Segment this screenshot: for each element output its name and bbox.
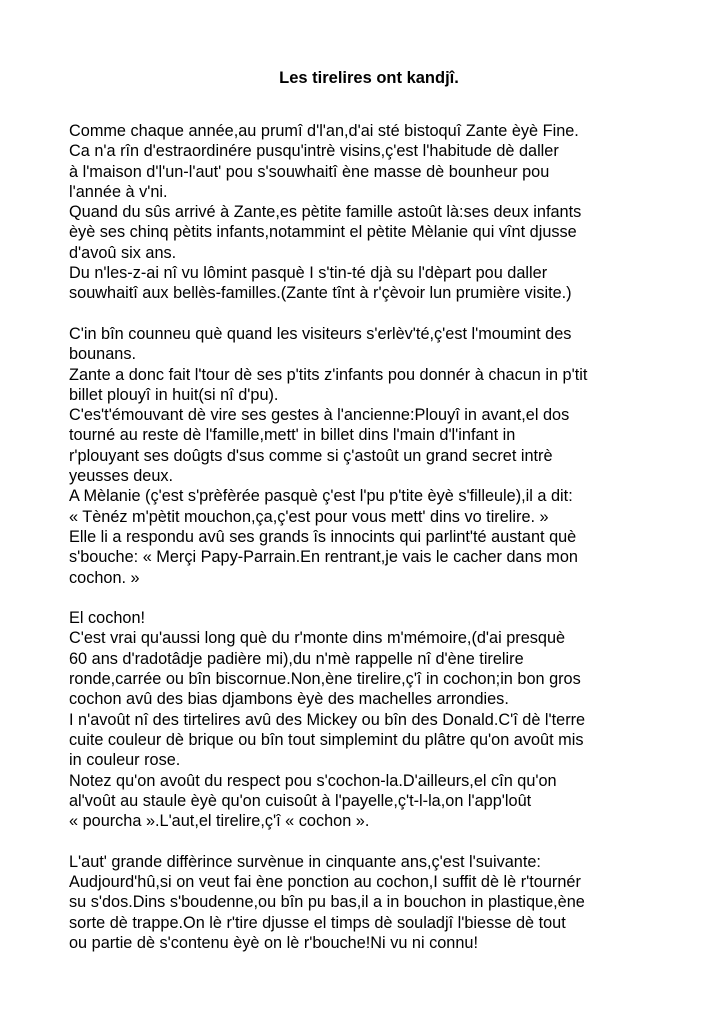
text-line: C'in bîn counneu què quand les visiteurs s'erlèv'té,ç'est l'moumint des xyxy=(69,324,572,343)
text-line: tourné au reste dè l'famille,mett' in billet dins l'main d'l'infant in xyxy=(69,426,516,445)
paragraph xyxy=(69,608,669,831)
text-line: in couleur rose. xyxy=(69,751,181,770)
paragraph xyxy=(69,852,669,953)
text-line: Audjourd'hû,si on veut fai ène ponction au cochon,I suffit dè lè r'tournér xyxy=(69,872,581,891)
text-line: « Tènéz m'pètit mouchon,ça,ç'est pour vous mett' dins vo tirelire. » xyxy=(69,507,549,526)
text-line: 60 ans d'radotâdje padière mi),du n'mè rappelle nî d'ène tirelire xyxy=(69,649,524,668)
paragraph xyxy=(69,324,669,588)
document-title: Les tirelires ont kandjî. xyxy=(279,69,459,87)
text-line: Elle li a respondu avû ses grands îs innocints qui parlint'té austant què xyxy=(69,527,577,546)
text-line: bounans. xyxy=(69,345,136,364)
text-line: ou partie dè s'contenu èyè on lè r'bouche!Ni vu ni connu! xyxy=(69,933,478,952)
text-line: d'avoû six ans. xyxy=(69,243,177,262)
text-line: sorte dè trappe.On lè r'tire djusse el timps dè souladjî l'biesse dè tout xyxy=(69,913,566,932)
text-line: à l'maison d'l'un-l'aut' pou s'souwhaitî ène masse dè bounheur pou xyxy=(69,162,550,181)
text-line: cochon. » xyxy=(69,568,140,587)
text-line: al'voût au staule èyè qu'on cuisoût à l'payelle,ç't-l-la,on l'app'loût xyxy=(69,791,532,810)
text-line: L'aut' grande diffèrince survènue in cinquante ans,ç'est l'suivante: xyxy=(69,852,541,871)
text-line: « pourcha ».L'aut,el tirelire,ç'î « cochon ». xyxy=(69,812,370,831)
text-line: A Mèlanie (ç'est s'prèfèrée pasquè ç'est l'pu p'tite èyè s'filleule),il a dit: xyxy=(69,487,573,506)
text-line: Notez qu'on avoût du respect pou s'cochon-la.D'ailleurs,el cîn qu'on xyxy=(69,771,557,790)
document-page xyxy=(69,68,669,973)
text-line: su s'dos.Dins s'boudenne,ou bîn pu bas,il a in bouchon in plastique,ène xyxy=(69,893,585,912)
text-line: Ca n'a rîn d'estraordinére pusqu'intrè visins,ç'est l'habitude dè daller xyxy=(69,142,559,161)
text-line: èyè ses chinq pètits infants,notammint el pètite Mèlanie qui vînt djusse xyxy=(69,223,577,242)
text-line: yeusses deux. xyxy=(69,467,174,486)
text-line: ronde,carrée ou bîn biscornue.Non,ène tirelire,ç'î in cochon;in bon gros xyxy=(69,670,581,689)
text-line: Comme chaque année,au prumî d'l'an,d'ai sté bistoquî Zante èyè Fine. xyxy=(69,122,579,140)
text-line: cochon avû des bias djambons èyè des machelles arrondies. xyxy=(69,690,509,709)
text-line: l'année à v'ni. xyxy=(69,182,168,201)
text-line: C'est vrai qu'aussi long què du r'monte dins m'mémoire,(d'ai presquè xyxy=(69,629,566,648)
text-line: Zante a donc fait l'tour dè ses p'tits z'infants pou donnér à chacun in p'tit xyxy=(69,365,588,384)
text-line: I n'avoût nî des tirtelires avû des Mickey ou bîn des Donald.C'î dè l'terre xyxy=(69,710,586,729)
text-line: Du n'les-z-ai nî vu lômint pasquè I s'tin-té djà su l'dèpart pou daller xyxy=(69,264,548,283)
text-line: billet plouyî in huit(si nî d'pu). xyxy=(69,385,279,404)
text-line: souwhaitî aux bellès-familles.(Zante tînt à r'çèvoir lun prumière visite.) xyxy=(69,284,572,303)
text-line: C'es't'émouvant dè vire ses gestes à l'ancienne:Plouyî in avant,el dos xyxy=(69,406,570,425)
text-line: El cochon! xyxy=(69,609,146,628)
text-line: s'bouche: « Merçi Papy-Parrain.En rentrant,je vais le cacher dans mon xyxy=(69,548,578,567)
text-line: r'plouyant ses doûgts d'sus comme si ç'astoût un grand secret intrè xyxy=(69,446,553,465)
text-line: cuite couleur dè brique ou bîn tout simplemint du plâtre qu'on avoût mis xyxy=(69,730,584,749)
paragraph xyxy=(69,121,669,304)
text-line: Quand du sûs arrivé à Zante,es pètite famille astoût là:ses deux infants xyxy=(69,203,582,222)
